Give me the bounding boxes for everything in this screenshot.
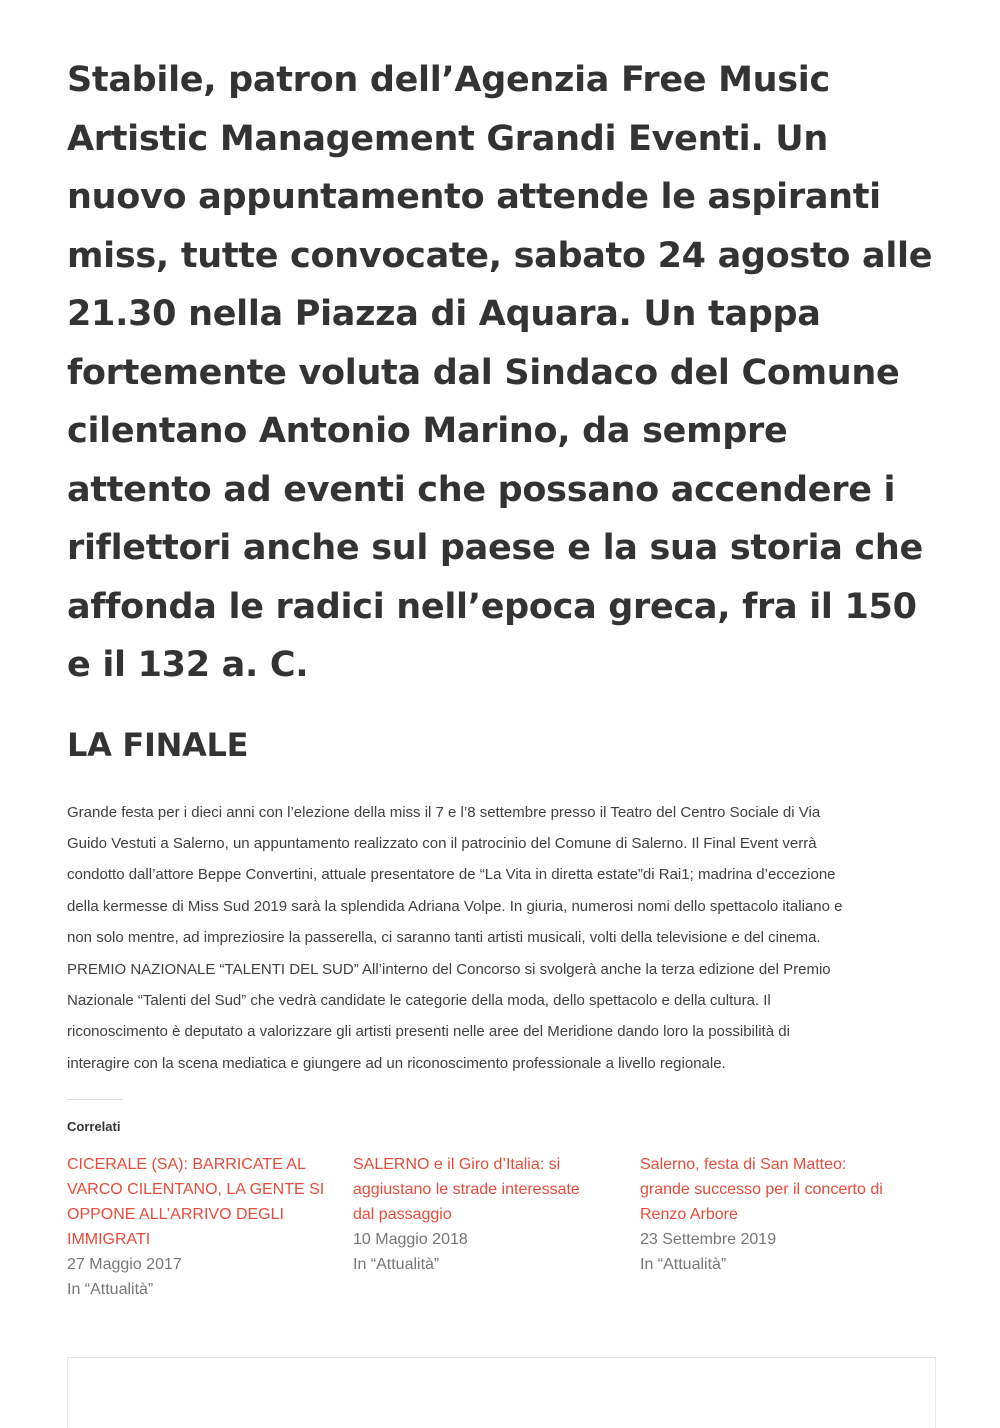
related-post xyxy=(67,1152,329,1302)
related-post-date: 23 Settembre 2019 xyxy=(640,1231,777,1248)
related-post-link[interactable]: SALERNO e il Giro d’Italia: si aggiustano le strade interessate dal passaggio xyxy=(353,1156,580,1223)
related-post-link[interactable]: CICERALE (SA): BARRICATE AL VARCO CILENTANO, LA GENTE SI OPPONE ALL’ARRIVO DEGLI IMMIGRATI xyxy=(67,1156,325,1248)
article-content xyxy=(67,0,947,1079)
related-post-category: In “Attualità” xyxy=(67,1281,154,1298)
article-lead-paragraph: Stabile, patron dell’Agenzia Free Music Artistic Management Grandi Eventi. Un nuovo appuntamento attende le aspiranti miss, tutte convocate, sabato 24 agosto alle 21.30 nella Piazza di Aquara. Un tappa fortemente voluta dal Sindaco del Comune cilentano Antonio Marino, da sempre attento ad eventi che possano accendere i riflettori anche sul paese e la sua storia che affonda le radici nell’epoca greca, fra il 150 e il 132 a. C. xyxy=(67,60,933,685)
article-body-paragraph: Grande festa per i dieci anni con l’elezione della miss il 7 e l’8 settembre presso il Teatro del Centro Sociale di Via Guido Vestuti a Salerno, un appuntamento realizzato con il patrocinio del Comune di Salerno. Il Final Event verrà condotto dall’attore Beppe Convertini, attuale presentatore de “La Vita in diretta estate”di Rai1; madrina d’eccezione della kermesse di Miss Sud 2019 sarà la splendida Adriana Volpe. In giuria, numerosi nomi dello spettacolo italiano e non solo mentre, ad impreziosire la passerella, ci saranno tanti artisti musicali, volti della televisione e del cinema. PREMIO NAZIONALE “TALENTI DEL SUD” All’interno del Concorso si svolgerà anche la terza edizione del Premio Nazionale “Talenti del Sud” che vedrà candidate le categorie della moda, dello spettacolo e della cultura. Il riconoscimento è deputato a valorizzare gli artisti presenti nelle aree del Meridione dando loro la possibilità di interagire con la scena mediatica e giungere ad un riconoscimento professionale a livello regionale. xyxy=(67,803,843,1072)
related-post-date: 10 Maggio 2018 xyxy=(353,1231,468,1248)
section-title: LA FINALE xyxy=(67,725,249,764)
comment-box-frame xyxy=(67,1357,936,1428)
related-post xyxy=(353,1152,615,1277)
related-divider xyxy=(67,1099,123,1100)
related-post-category: In “Attualità” xyxy=(640,1256,727,1273)
related-post-link[interactable]: Salerno, festa di San Matteo: grande successo per il concerto di Renzo Arbore xyxy=(640,1156,883,1223)
related-post-category: In “Attualità” xyxy=(353,1256,440,1273)
related-post-date: 27 Maggio 2017 xyxy=(67,1256,182,1273)
related-heading: Correlati xyxy=(67,1119,121,1134)
related-post xyxy=(640,1152,902,1277)
